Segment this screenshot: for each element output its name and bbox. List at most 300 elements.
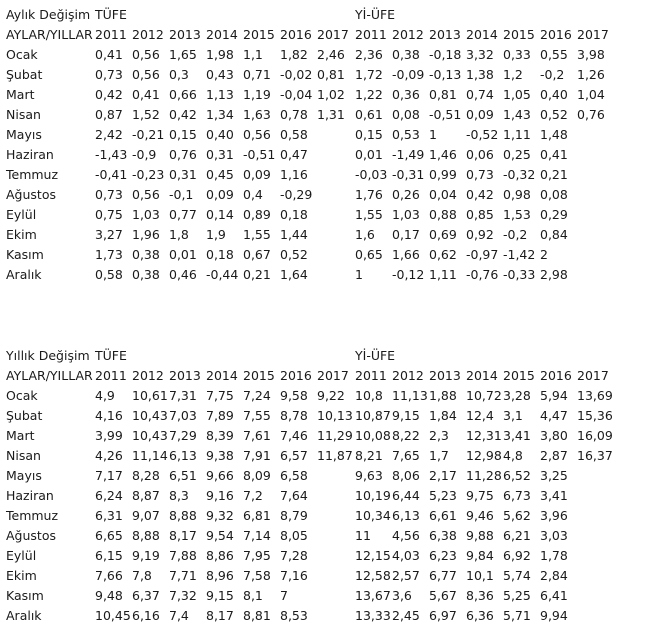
tufe-value: 1,02 <box>317 87 345 102</box>
ufe-value: 6,36 <box>466 608 494 623</box>
tufe-value: 1,65 <box>169 47 197 62</box>
tufe-value: 9,19 <box>132 548 160 563</box>
tufe-value: 6,24 <box>95 488 123 503</box>
ufe-value: 9,15 <box>392 408 420 423</box>
tufe-value: 11,87 <box>317 448 353 463</box>
ufe-value: 9,63 <box>355 468 383 483</box>
annual-tufe-label: TÜFE <box>95 348 127 363</box>
ufe-value: 2,87 <box>540 448 568 463</box>
tufe-value: 1,13 <box>206 87 234 102</box>
tufe-value: 0,09 <box>243 167 271 182</box>
table-row <box>6 566 646 586</box>
ufe-value: 1,43 <box>503 107 531 122</box>
ufe-value: 1,7 <box>429 448 449 463</box>
ufe-value: 5,25 <box>503 588 531 603</box>
annual-body <box>6 386 646 626</box>
ufe-value: 1,26 <box>577 67 605 82</box>
ufe-value: 9,75 <box>466 488 494 503</box>
ufe-value: 1,04 <box>577 87 605 102</box>
ufe-value: 12,15 <box>355 548 391 563</box>
tufe-value: 1,63 <box>243 107 271 122</box>
ufe-value: -0,32 <box>503 167 536 182</box>
tufe-value: 7,89 <box>206 408 234 423</box>
table-row <box>6 506 646 526</box>
tufe-value: 7,64 <box>280 488 308 503</box>
monthly-yiufe-label: Yİ-ÜFE <box>355 7 396 22</box>
tufe-value: 9,16 <box>206 488 234 503</box>
table-row <box>6 606 646 626</box>
tufe-value: -1,43 <box>95 147 128 162</box>
monthly-body <box>6 45 646 285</box>
tufe-value: 8,86 <box>206 548 234 563</box>
month-label: Aralık <box>6 267 42 282</box>
ufe-value: 0,21 <box>540 167 568 182</box>
tufe-value: 0,87 <box>95 107 123 122</box>
ufe-value: 0,55 <box>540 47 568 62</box>
tufe-value: 0,31 <box>206 147 234 162</box>
ufe-value: 5,74 <box>503 568 531 583</box>
tufe-value: -0,23 <box>132 167 165 182</box>
tufe-value: 0,66 <box>169 87 197 102</box>
tufe-value: 10,43 <box>132 428 168 443</box>
annual-title-row <box>6 346 646 366</box>
tufe-value: -0,51 <box>243 147 276 162</box>
tufe-value: 0,89 <box>243 207 271 222</box>
tufe-value: 0,78 <box>280 107 308 122</box>
annual-ufe-year: 2017 <box>577 368 609 383</box>
ufe-value: 0,65 <box>355 247 383 262</box>
tufe-value: 9,15 <box>206 588 234 603</box>
tufe-value: 7,32 <box>169 588 197 603</box>
ufe-value: 2,84 <box>540 568 568 583</box>
tufe-value: 0,21 <box>243 267 271 282</box>
tufe-value: 7,4 <box>169 608 189 623</box>
tufe-value: 6,13 <box>169 448 197 463</box>
ufe-value: 6,13 <box>392 508 420 523</box>
tufe-value: -0,04 <box>280 87 313 102</box>
tufe-value: 1,8 <box>169 227 189 242</box>
ufe-value: -1,49 <box>392 147 425 162</box>
tufe-value: 8,09 <box>243 468 271 483</box>
monthly-tufe-year: 2013 <box>169 27 201 42</box>
annual-ufe-year: 2013 <box>429 368 461 383</box>
ufe-value: 10,72 <box>466 388 502 403</box>
monthly-tufe-year: 2016 <box>280 27 312 42</box>
tufe-value: 1,96 <box>132 227 160 242</box>
tufe-value: 7,28 <box>280 548 308 563</box>
tufe-value: 8,17 <box>169 528 197 543</box>
month-label: Eylül <box>6 548 37 563</box>
ufe-value: 0,98 <box>503 187 531 202</box>
tufe-value: 1,9 <box>206 227 226 242</box>
tufe-value: 7,8 <box>132 568 152 583</box>
tufe-value: 0,58 <box>95 267 123 282</box>
annual-tufe-year: 2011 <box>95 368 127 383</box>
monthly-change-table <box>6 5 646 285</box>
tufe-value: 6,65 <box>95 528 123 543</box>
ufe-value: 0,61 <box>355 107 383 122</box>
annual-tufe-year: 2014 <box>206 368 238 383</box>
ufe-value: -0,76 <box>466 267 499 282</box>
month-label: Ekim <box>6 227 37 242</box>
month-label: Ekim <box>6 568 37 583</box>
ufe-value: 0,25 <box>503 147 531 162</box>
ufe-value: -0,12 <box>392 267 425 282</box>
ufe-value: 3,1 <box>503 408 523 423</box>
ufe-value: 1,72 <box>355 67 383 82</box>
ufe-value: 10,1 <box>466 568 494 583</box>
tufe-value: 8,39 <box>206 428 234 443</box>
month-label: Haziran <box>6 488 54 503</box>
tufe-value: 0,75 <box>95 207 123 222</box>
ufe-value: 8,36 <box>466 588 494 603</box>
tufe-value: 9,22 <box>317 388 345 403</box>
tufe-value: 7,75 <box>206 388 234 403</box>
ufe-value: 7,65 <box>392 448 420 463</box>
month-label: Mart <box>6 87 35 102</box>
annual-ufe-year: 2012 <box>392 368 424 383</box>
ufe-value: 5,71 <box>503 608 531 623</box>
ufe-value: 1,66 <box>392 247 420 262</box>
tufe-value: 8,81 <box>243 608 271 623</box>
tufe-value: 7,71 <box>169 568 197 583</box>
ufe-value: -1,42 <box>503 247 536 262</box>
ufe-value: 1,55 <box>355 207 383 222</box>
tufe-value: 0,31 <box>169 167 197 182</box>
monthly-tufe-year: 2017 <box>317 27 349 42</box>
monthly-ufe-year: 2011 <box>355 27 387 42</box>
annual-tufe-year: 2013 <box>169 368 201 383</box>
ufe-value: 0,38 <box>392 47 420 62</box>
table-row <box>6 386 646 406</box>
tufe-value: 8,78 <box>280 408 308 423</box>
tufe-value: 1,73 <box>95 247 123 262</box>
ufe-value: 1,22 <box>355 87 383 102</box>
tufe-value: 8,79 <box>280 508 308 523</box>
ufe-value: -0,31 <box>392 167 425 182</box>
tufe-value: 9,32 <box>206 508 234 523</box>
ufe-value: 16,37 <box>577 448 613 463</box>
ufe-value: 2,98 <box>540 267 568 282</box>
table-row <box>6 486 646 506</box>
ufe-value: 10,34 <box>355 508 391 523</box>
ufe-value: 8,21 <box>355 448 383 463</box>
ufe-value: 1,48 <box>540 127 568 142</box>
tufe-value: 0,71 <box>243 67 271 82</box>
tufe-value: 7,61 <box>243 428 271 443</box>
tufe-value: 9,38 <box>206 448 234 463</box>
monthly-tufe-year: 2015 <box>243 27 275 42</box>
tufe-value: -0,1 <box>169 187 194 202</box>
ufe-value: -0,18 <box>429 47 462 62</box>
tufe-value: 4,16 <box>95 408 123 423</box>
tufe-value: 0,15 <box>169 127 197 142</box>
tufe-value: 7,88 <box>169 548 197 563</box>
ufe-value: -0,09 <box>392 67 425 82</box>
table-row <box>6 546 646 566</box>
ufe-value: 0,26 <box>392 187 420 202</box>
tufe-value: 0,56 <box>132 47 160 62</box>
tufe-value: 7,91 <box>243 448 271 463</box>
table-row <box>6 426 646 446</box>
ufe-value: 1,76 <box>355 187 383 202</box>
table-row <box>6 245 646 265</box>
tufe-value: 0,42 <box>95 87 123 102</box>
tufe-value: 9,07 <box>132 508 160 523</box>
table-row <box>6 205 646 225</box>
annual-ufe-year: 2011 <box>355 368 387 383</box>
tufe-value: 3,27 <box>95 227 123 242</box>
ufe-value: 11 <box>355 528 371 543</box>
table-row <box>6 125 646 145</box>
tufe-value: 1,52 <box>132 107 160 122</box>
tufe-value: 9,48 <box>95 588 123 603</box>
tufe-value: -0,41 <box>95 167 128 182</box>
annual-tufe-year: 2016 <box>280 368 312 383</box>
tufe-value: -0,9 <box>132 147 157 162</box>
tufe-value: 0,76 <box>169 147 197 162</box>
ufe-value: 6,23 <box>429 548 457 563</box>
tufe-value: 6,81 <box>243 508 271 523</box>
ufe-value: 10,19 <box>355 488 391 503</box>
ufe-value: 9,46 <box>466 508 494 523</box>
tufe-value: 0,14 <box>206 207 234 222</box>
ufe-value: 10,87 <box>355 408 391 423</box>
tufe-value: 7,03 <box>169 408 197 423</box>
tufe-value: 0,09 <box>206 187 234 202</box>
tufe-value: 0,43 <box>206 67 234 82</box>
annual-title: Yıllık Değişim <box>6 348 90 363</box>
tufe-value: 4,26 <box>95 448 123 463</box>
table-row <box>6 45 646 65</box>
tufe-value: 3,99 <box>95 428 123 443</box>
tufe-value: 8,17 <box>206 608 234 623</box>
ufe-value: 1,11 <box>503 127 531 142</box>
tufe-value: 0,01 <box>169 247 197 262</box>
ufe-value: 12,4 <box>466 408 494 423</box>
ufe-value: 0,99 <box>429 167 457 182</box>
tufe-value: 0,73 <box>95 187 123 202</box>
month-label: Ocak <box>6 47 38 62</box>
tufe-value: 7,46 <box>280 428 308 443</box>
tufe-value: 4,9 <box>95 388 115 403</box>
tufe-value: 11,14 <box>132 448 168 463</box>
ufe-value: 1,05 <box>503 87 531 102</box>
tufe-value: 0,38 <box>132 247 160 262</box>
monthly-ufe-year: 2012 <box>392 27 424 42</box>
ufe-value: 0,41 <box>540 147 568 162</box>
month-label: Mart <box>6 428 35 443</box>
table-row <box>6 105 646 125</box>
tufe-value: 7,55 <box>243 408 271 423</box>
ufe-value: -0,13 <box>429 67 462 82</box>
ufe-value: 1,38 <box>466 67 494 82</box>
tufe-value: 0,47 <box>280 147 308 162</box>
ufe-value: 6,77 <box>429 568 457 583</box>
ufe-value: 6,21 <box>503 528 531 543</box>
monthly-rowhead: AYLAR/YILLAR <box>6 27 93 42</box>
tufe-value: 6,16 <box>132 608 160 623</box>
ufe-value: 0,08 <box>540 187 568 202</box>
ufe-value: 0,52 <box>540 107 568 122</box>
table-row <box>6 65 646 85</box>
ufe-value: 2,17 <box>429 468 457 483</box>
ufe-value: 0,73 <box>466 167 494 182</box>
tufe-value: 7,14 <box>243 528 271 543</box>
ufe-value: 1,84 <box>429 408 457 423</box>
tufe-value: 2,42 <box>95 127 123 142</box>
ufe-value: 8,22 <box>392 428 420 443</box>
tufe-value: 8,87 <box>132 488 160 503</box>
ufe-value: 4,03 <box>392 548 420 563</box>
ufe-value: 3,25 <box>540 468 568 483</box>
annual-rowhead: AYLAR/YILLAR <box>6 368 93 383</box>
tufe-value: 10,13 <box>317 408 353 423</box>
ufe-value: 3,98 <box>577 47 605 62</box>
month-label: Kasım <box>6 247 44 262</box>
monthly-ufe-year: 2015 <box>503 27 535 42</box>
tufe-value: 8,05 <box>280 528 308 543</box>
ufe-value: 12,98 <box>466 448 502 463</box>
monthly-tufe-label: TÜFE <box>95 7 127 22</box>
ufe-value: 1,53 <box>503 207 531 222</box>
ufe-value: 0,76 <box>577 107 605 122</box>
tufe-value: 0,45 <box>206 167 234 182</box>
annual-tufe-year: 2012 <box>132 368 164 383</box>
tufe-value: -0,29 <box>280 187 313 202</box>
tufe-value: 6,51 <box>169 468 197 483</box>
ufe-value: 2,36 <box>355 47 383 62</box>
ufe-value: 0,36 <box>392 87 420 102</box>
ufe-value: 9,94 <box>540 608 568 623</box>
tufe-value: 0,41 <box>132 87 160 102</box>
tufe-value: 6,58 <box>280 468 308 483</box>
tufe-value: 0,67 <box>243 247 271 262</box>
table-row <box>6 265 646 285</box>
ufe-value: 6,38 <box>429 528 457 543</box>
tufe-value: 0,81 <box>317 67 345 82</box>
tufe-value: 6,31 <box>95 508 123 523</box>
month-label: Eylül <box>6 207 37 222</box>
tufe-value: -0,02 <box>280 67 313 82</box>
tufe-value: 9,66 <box>206 468 234 483</box>
ufe-value: 0,33 <box>503 47 531 62</box>
ufe-value: 11,28 <box>466 468 502 483</box>
tufe-value: 1,03 <box>132 207 160 222</box>
tufe-value: 2,46 <box>317 47 345 62</box>
ufe-value: 13,33 <box>355 608 391 623</box>
tufe-value: 1,82 <box>280 47 308 62</box>
tufe-value: 0,52 <box>280 247 308 262</box>
tufe-value: 0,38 <box>132 267 160 282</box>
ufe-value: 5,94 <box>540 388 568 403</box>
month-label: Nisan <box>6 448 41 463</box>
ufe-value: 8,06 <box>392 468 420 483</box>
ufe-value: 1,6 <box>355 227 375 242</box>
ufe-value: 5,67 <box>429 588 457 603</box>
monthly-ufe-year: 2014 <box>466 27 498 42</box>
ufe-value: 0,40 <box>540 87 568 102</box>
month-label: Temmuz <box>6 167 59 182</box>
ufe-value: 6,44 <box>392 488 420 503</box>
month-label: Mayıs <box>6 127 42 142</box>
ufe-value: 0,53 <box>392 127 420 142</box>
table-row <box>6 586 646 606</box>
annual-yiufe-label: Yİ-ÜFE <box>355 348 396 363</box>
monthly-tufe-year: 2012 <box>132 27 164 42</box>
monthly-ufe-year: 2013 <box>429 27 461 42</box>
month-label: Nisan <box>6 107 41 122</box>
ufe-value: 4,56 <box>392 528 420 543</box>
table-row <box>6 225 646 245</box>
tufe-value: 0,46 <box>169 267 197 282</box>
tufe-value: 11,29 <box>317 428 353 443</box>
month-label: Ocak <box>6 388 38 403</box>
ufe-value: 0,06 <box>466 147 494 162</box>
ufe-value: -0,03 <box>355 167 388 182</box>
table-row <box>6 85 646 105</box>
ufe-value: 3,41 <box>540 488 568 503</box>
tufe-value: 7,31 <box>169 388 197 403</box>
ufe-value: 0,01 <box>355 147 383 162</box>
monthly-tufe-year: 2011 <box>95 27 127 42</box>
ufe-value: 13,67 <box>355 588 391 603</box>
tufe-value: 7,58 <box>243 568 271 583</box>
ufe-value: 1,78 <box>540 548 568 563</box>
ufe-value: 3,96 <box>540 508 568 523</box>
ufe-value: -0,33 <box>503 267 536 282</box>
ufe-value: 0,17 <box>392 227 420 242</box>
month-label: Mayıs <box>6 468 42 483</box>
ufe-value: 1,11 <box>429 267 457 282</box>
table-row <box>6 165 646 185</box>
ufe-value: -0,52 <box>466 127 499 142</box>
ufe-value: -0,2 <box>503 227 528 242</box>
ufe-value: 6,52 <box>503 468 531 483</box>
ufe-value: 0,92 <box>466 227 494 242</box>
ufe-value: 6,61 <box>429 508 457 523</box>
tufe-value: 8,88 <box>132 528 160 543</box>
monthly-ufe-year: 2016 <box>540 27 572 42</box>
ufe-value: 9,88 <box>466 528 494 543</box>
month-label: Ağustos <box>6 528 56 543</box>
tufe-value: 8,3 <box>169 488 189 503</box>
tufe-value: 0,56 <box>132 67 160 82</box>
tufe-value: 1,55 <box>243 227 271 242</box>
tufe-value: -0,21 <box>132 127 165 142</box>
tufe-value: 8,1 <box>243 588 263 603</box>
tufe-value: 0,18 <box>206 247 234 262</box>
tufe-value: 0,41 <box>95 47 123 62</box>
ufe-value: 0,29 <box>540 207 568 222</box>
ufe-value: 0,81 <box>429 87 457 102</box>
ufe-value: -0,51 <box>429 107 462 122</box>
ufe-value: 3,28 <box>503 388 531 403</box>
tufe-value: 8,53 <box>280 608 308 623</box>
table-row <box>6 185 646 205</box>
ufe-value: 1,46 <box>429 147 457 162</box>
month-label: Şubat <box>6 408 43 423</box>
tufe-value: 0,42 <box>169 107 197 122</box>
tufe-value: 0,40 <box>206 127 234 142</box>
ufe-value: 5,62 <box>503 508 531 523</box>
ufe-value: 0,69 <box>429 227 457 242</box>
ufe-value: 0,84 <box>540 227 568 242</box>
ufe-value: 2,3 <box>429 428 449 443</box>
ufe-value: 15,36 <box>577 408 613 423</box>
ufe-value: 5,23 <box>429 488 457 503</box>
ufe-value: 2,45 <box>392 608 420 623</box>
